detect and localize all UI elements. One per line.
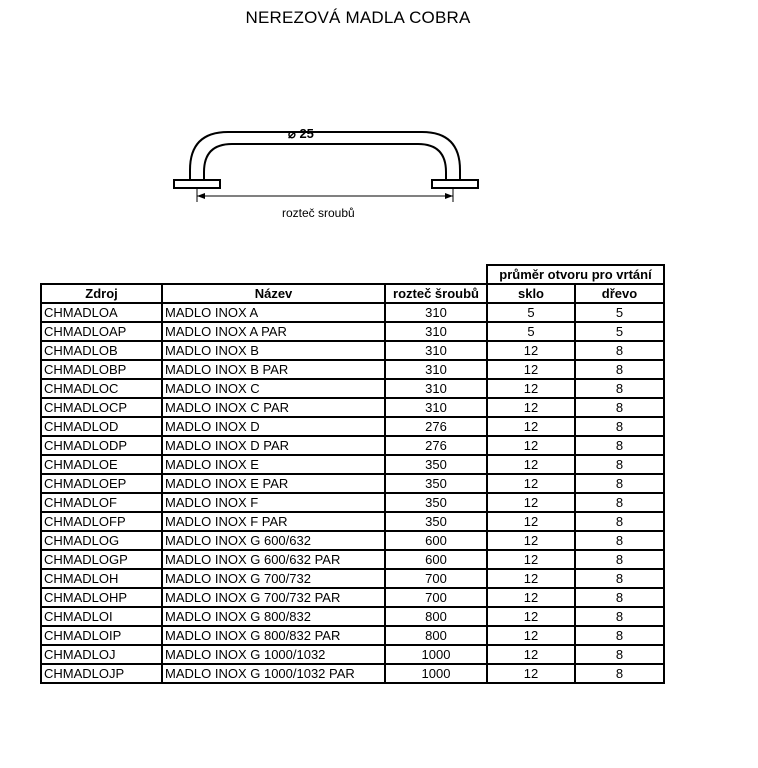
cell-zdroj: CHMADLOI <box>41 607 162 626</box>
cell-roztec: 1000 <box>385 664 487 683</box>
cell-zdroj: CHMADLOEP <box>41 474 162 493</box>
cell-nazev: MADLO INOX G 800/832 <box>162 607 385 626</box>
cell-roztec: 350 <box>385 512 487 531</box>
cell-nazev: MADLO INOX G 700/732 <box>162 569 385 588</box>
cell-nazev: MADLO INOX G 600/632 PAR <box>162 550 385 569</box>
page-title: NEREZOVÁ MADLA COBRA <box>245 8 471 27</box>
cell-roztec: 310 <box>385 341 487 360</box>
cell-zdroj: CHMADLOAP <box>41 322 162 341</box>
cell-nazev: MADLO INOX A PAR <box>162 322 385 341</box>
cell-zdroj: CHMADLODP <box>41 436 162 455</box>
cell-drevo: 8 <box>575 417 664 436</box>
cell-zdroj: CHMADLOHP <box>41 588 162 607</box>
cell-nazev: MADLO INOX C PAR <box>162 398 385 417</box>
diameter-label: ⌀ 25 <box>288 126 314 141</box>
cell-roztec: 310 <box>385 398 487 417</box>
cell-roztec: 276 <box>385 417 487 436</box>
product-table <box>40 264 665 684</box>
drill-diameter-group-header: průměr otvoru pro vrtání <box>487 265 664 284</box>
cell-zdroj: CHMADLOC <box>41 379 162 398</box>
cell-roztec: 1000 <box>385 645 487 664</box>
cell-sklo: 12 <box>487 417 575 436</box>
table-row <box>41 303 664 322</box>
cell-nazev: MADLO INOX G 800/832 PAR <box>162 626 385 645</box>
cell-nazev: MADLO INOX A <box>162 303 385 322</box>
cell-drevo: 8 <box>575 664 664 683</box>
cell-drevo: 8 <box>575 531 664 550</box>
group-header-row <box>41 265 664 284</box>
handle-icon <box>160 110 500 240</box>
cell-drevo: 8 <box>575 569 664 588</box>
cell-drevo: 8 <box>575 455 664 474</box>
table-row <box>41 379 664 398</box>
cell-roztec: 600 <box>385 531 487 550</box>
cell-sklo: 5 <box>487 322 575 341</box>
cell-zdroj: CHMADLOH <box>41 569 162 588</box>
header-zdroj: Zdroj <box>41 284 162 303</box>
cell-nazev: MADLO INOX G 1000/1032 PAR <box>162 664 385 683</box>
table-row <box>41 322 664 341</box>
cell-zdroj: CHMADLOFP <box>41 512 162 531</box>
cell-zdroj: CHMADLOIP <box>41 626 162 645</box>
cell-sklo: 12 <box>487 398 575 417</box>
header-nazev: Název <box>162 284 385 303</box>
table-row <box>41 588 664 607</box>
cell-nazev: MADLO INOX G 700/732 PAR <box>162 588 385 607</box>
cell-drevo: 8 <box>575 379 664 398</box>
cell-zdroj: CHMADLOG <box>41 531 162 550</box>
cell-nazev: MADLO INOX D <box>162 417 385 436</box>
empty-cell <box>385 265 487 284</box>
spacing-label: rozteč sroubů <box>282 206 355 220</box>
cell-sklo: 12 <box>487 341 575 360</box>
cell-sklo: 12 <box>487 379 575 398</box>
cell-roztec: 700 <box>385 588 487 607</box>
cell-drevo: 5 <box>575 322 664 341</box>
cell-roztec: 350 <box>385 474 487 493</box>
table-row <box>41 569 664 588</box>
cell-zdroj: CHMADLOJ <box>41 645 162 664</box>
cell-drevo: 8 <box>575 550 664 569</box>
cell-roztec: 800 <box>385 607 487 626</box>
cell-sklo: 12 <box>487 360 575 379</box>
cell-drevo: 8 <box>575 607 664 626</box>
cell-sklo: 5 <box>487 303 575 322</box>
table-row <box>41 398 664 417</box>
cell-sklo: 12 <box>487 531 575 550</box>
table-row <box>41 531 664 550</box>
table-row <box>41 341 664 360</box>
cell-nazev: MADLO INOX E <box>162 455 385 474</box>
header-row <box>41 284 664 303</box>
cell-sklo: 12 <box>487 626 575 645</box>
cell-nazev: MADLO INOX D PAR <box>162 436 385 455</box>
cell-nazev: MADLO INOX B PAR <box>162 360 385 379</box>
cell-sklo: 12 <box>487 512 575 531</box>
cell-nazev: MADLO INOX B <box>162 341 385 360</box>
table-row <box>41 645 664 664</box>
empty-cell <box>41 265 162 284</box>
cell-drevo: 8 <box>575 474 664 493</box>
cell-zdroj: CHMADLOJP <box>41 664 162 683</box>
header-roztec: rozteč šroubů <box>385 284 487 303</box>
cell-roztec: 310 <box>385 303 487 322</box>
table-row <box>41 474 664 493</box>
table-row <box>41 626 664 645</box>
cell-sklo: 12 <box>487 455 575 474</box>
table-row <box>41 360 664 379</box>
cell-drevo: 8 <box>575 360 664 379</box>
table-row <box>41 512 664 531</box>
header-drevo: dřevo <box>575 284 664 303</box>
cell-roztec: 310 <box>385 360 487 379</box>
cell-zdroj: CHMADLOE <box>41 455 162 474</box>
cell-sklo: 12 <box>487 664 575 683</box>
cell-zdroj: CHMADLOB <box>41 341 162 360</box>
cell-sklo: 12 <box>487 436 575 455</box>
cell-sklo: 12 <box>487 474 575 493</box>
table-row <box>41 550 664 569</box>
cell-roztec: 700 <box>385 569 487 588</box>
cell-drevo: 8 <box>575 512 664 531</box>
handle-drawing <box>160 110 500 240</box>
cell-drevo: 8 <box>575 645 664 664</box>
table-body <box>41 303 664 683</box>
table-row <box>41 417 664 436</box>
cell-zdroj: CHMADLOD <box>41 417 162 436</box>
cell-nazev: MADLO INOX E PAR <box>162 474 385 493</box>
cell-drevo: 8 <box>575 588 664 607</box>
cell-roztec: 600 <box>385 550 487 569</box>
empty-cell <box>162 265 385 284</box>
table-row <box>41 664 664 683</box>
cell-sklo: 12 <box>487 588 575 607</box>
cell-nazev: MADLO INOX G 1000/1032 <box>162 645 385 664</box>
cell-roztec: 310 <box>385 379 487 398</box>
table-row <box>41 493 664 512</box>
cell-roztec: 350 <box>385 493 487 512</box>
cell-zdroj: CHMADLOCP <box>41 398 162 417</box>
cell-nazev: MADLO INOX G 600/632 <box>162 531 385 550</box>
cell-drevo: 8 <box>575 626 664 645</box>
cell-drevo: 8 <box>575 398 664 417</box>
cell-nazev: MADLO INOX C <box>162 379 385 398</box>
cell-zdroj: CHMADLOF <box>41 493 162 512</box>
cell-roztec: 800 <box>385 626 487 645</box>
table-row <box>41 436 664 455</box>
cell-roztec: 350 <box>385 455 487 474</box>
cell-zdroj: CHMADLOA <box>41 303 162 322</box>
cell-zdroj: CHMADLOGP <box>41 550 162 569</box>
cell-zdroj: CHMADLOBP <box>41 360 162 379</box>
cell-sklo: 12 <box>487 550 575 569</box>
cell-sklo: 12 <box>487 645 575 664</box>
header-sklo: sklo <box>487 284 575 303</box>
cell-roztec: 276 <box>385 436 487 455</box>
cell-drevo: 8 <box>575 341 664 360</box>
cell-drevo: 8 <box>575 436 664 455</box>
cell-sklo: 12 <box>487 569 575 588</box>
cell-drevo: 8 <box>575 493 664 512</box>
cell-sklo: 12 <box>487 607 575 626</box>
cell-nazev: MADLO INOX F PAR <box>162 512 385 531</box>
table-row <box>41 455 664 474</box>
table-row <box>41 607 664 626</box>
cell-sklo: 12 <box>487 493 575 512</box>
cell-roztec: 310 <box>385 322 487 341</box>
cell-drevo: 5 <box>575 303 664 322</box>
cell-nazev: MADLO INOX F <box>162 493 385 512</box>
